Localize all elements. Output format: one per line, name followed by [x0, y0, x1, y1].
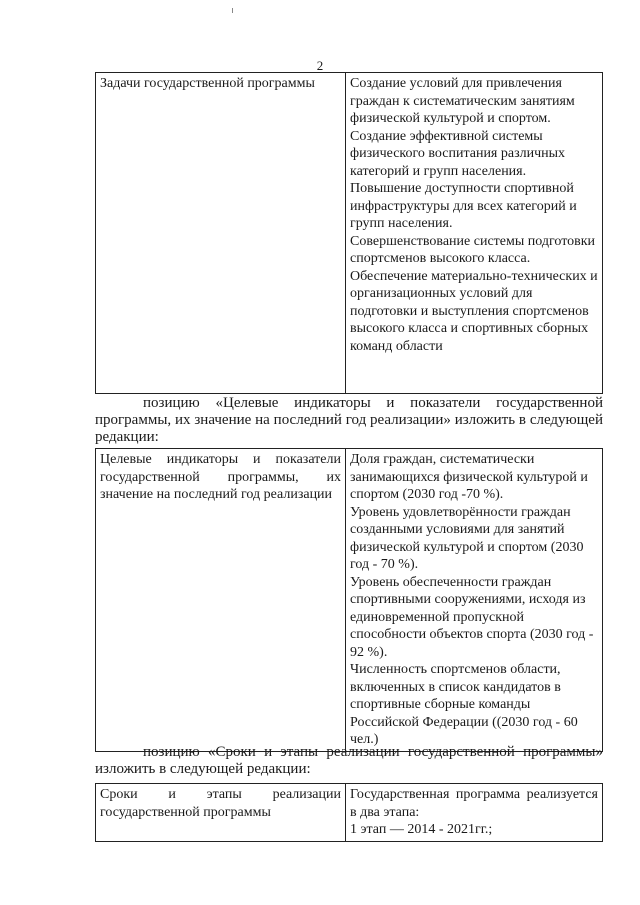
task-item: Обеспечение материально-технических и организационных условий для подготовки и выступления спортсменов высокого класса и спортивных сборных команд области [350, 268, 598, 354]
tasks-content-cell [346, 73, 603, 394]
task-item: Повышение доступности спортивной инфраструктуры для всех категорий и групп населения. [350, 181, 577, 231]
terms-line: 1 этап — 2014 - 2021гг.; [350, 822, 493, 837]
indicators-content-cell [346, 449, 603, 752]
terms-label: Сроки и этапы реализации государственной программы [100, 787, 341, 820]
indicators-label: Целевые индикаторы и показатели государственной программы, их значение на последний год реализации [100, 452, 341, 502]
tasks-label: Задачи государственной программы [100, 76, 315, 91]
scan-mark [232, 8, 233, 13]
tasks-table [95, 72, 603, 394]
indicators-label-cell [96, 449, 346, 752]
paragraph-indicators [95, 395, 603, 446]
indicator-item: Доля граждан, систематически занимающихся физической культурой и спортом (2030 год -70 %). [350, 452, 588, 502]
paragraph-rest: изложить в следующей редакции: [95, 761, 311, 777]
paragraph-terms [95, 744, 603, 778]
task-item: Совершенствование системы подготовки спортсменов высокого класса. [350, 233, 596, 266]
terms-content-cell [346, 784, 603, 842]
paragraph-first-line: позицию «Целевые индикаторы и показатели государственной [143, 395, 603, 411]
paragraph-first-line: позицию «Сроки и этапы реализации государственной программы» [143, 744, 603, 760]
indicators-table [95, 448, 603, 752]
paragraph-rest: программы, их значение на последний год реализации» изложить в следующей редакции: [95, 412, 603, 445]
terms-table [95, 783, 603, 842]
indicator-item: Численность спортсменов области, включенных в список кандидатов в спортивные сборные команды Российской Федерации ((2030 год - 60 чел.) [350, 662, 578, 747]
task-item: Создание эффективной системы физического воспитания различных категорий и групп населения. [350, 128, 566, 179]
indicator-item: Уровень удовлетворённости граждан созданными условиями для занятий физической культурой и спортом (2030 год - 70 %). [350, 504, 584, 572]
page-number: 2 [316, 58, 324, 73]
terms-line: Государственная программа реализуется в два этапа: [350, 787, 598, 820]
indicator-item: Уровень обеспеченности граждан спортивными сооружениями, исходя из единовременной пропускной способности объектов спорта (2030 год - 92 %). [350, 574, 594, 660]
terms-label-cell [96, 784, 346, 842]
tasks-label-cell [96, 73, 346, 394]
task-item: Создание условий для привлечения граждан к систематическим занятиям физической культурой и спортом. [350, 76, 575, 126]
